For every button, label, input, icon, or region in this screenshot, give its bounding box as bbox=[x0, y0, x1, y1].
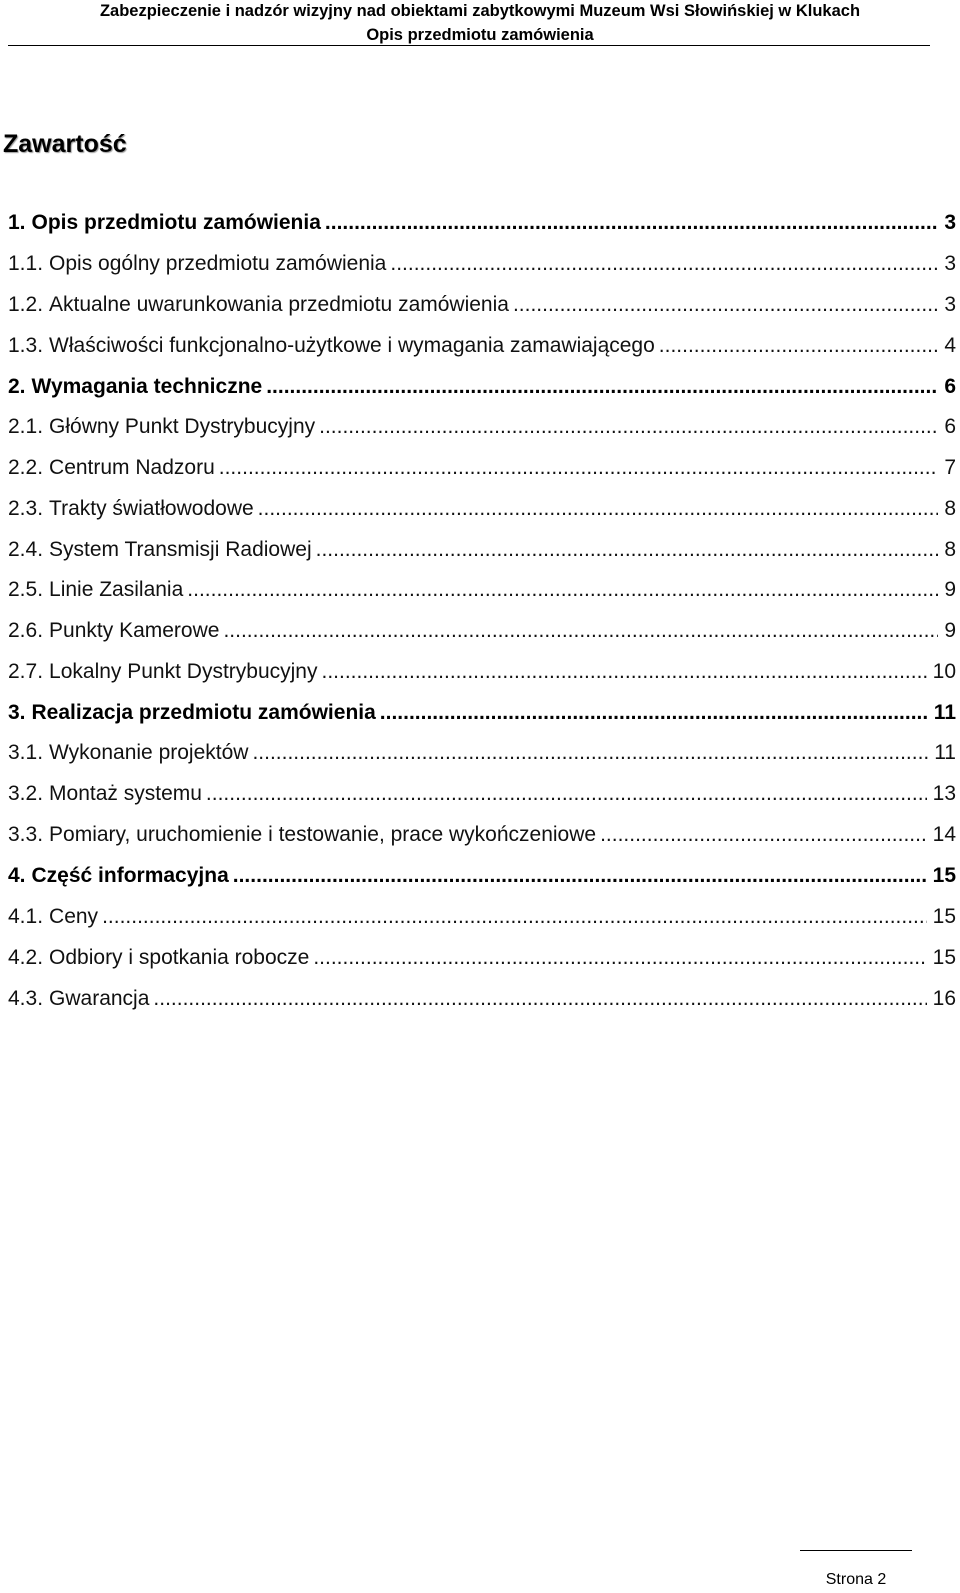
toc-entry-page: 9 bbox=[944, 578, 956, 601]
toc-entry-page: 15 bbox=[932, 864, 956, 887]
document-subtitle: Opis przedmiotu zamówienia bbox=[366, 26, 594, 44]
toc-entry-leader bbox=[313, 943, 926, 973]
toc-entry-leader bbox=[258, 494, 939, 524]
toc-entry-number: 2.1. bbox=[8, 415, 44, 438]
toc-entry-number: 2.3. bbox=[8, 497, 44, 520]
toc-entry[interactable] bbox=[8, 575, 956, 605]
toc-entry-page: 13 bbox=[932, 782, 956, 805]
toc-entry-leader bbox=[600, 820, 927, 850]
toc-entry-title: Ceny bbox=[49, 905, 99, 928]
toc-entry-title: Odbiory i spotkania robocze bbox=[49, 946, 310, 969]
toc-entry-title: Aktualne uwarunkowania przedmiotu zamówienia bbox=[49, 293, 509, 316]
toc-entry[interactable] bbox=[8, 208, 956, 238]
toc-entry-page: 15 bbox=[932, 946, 956, 969]
toc-entry-leader bbox=[102, 902, 927, 932]
toc-entry[interactable] bbox=[8, 290, 956, 320]
toc-entry[interactable] bbox=[8, 943, 956, 973]
toc-entry[interactable] bbox=[8, 616, 956, 646]
toc-entry-leader bbox=[390, 249, 938, 279]
toc-entry-leader bbox=[380, 698, 928, 728]
toc-heading: Zawartość bbox=[3, 130, 127, 158]
toc-entry-leader bbox=[233, 861, 927, 891]
toc-entry-number: 1. bbox=[8, 211, 26, 234]
toc-entry[interactable] bbox=[8, 494, 956, 524]
document-title: Zabezpieczenie i nadzór wizyjny nad obiektami zabytkowymi Muzeum Wsi Słowińskiej w Klukach bbox=[99, 2, 861, 20]
toc-entry[interactable] bbox=[8, 453, 956, 483]
toc-entry-number: 1.2. bbox=[8, 293, 44, 316]
toc-entry-page: 15 bbox=[932, 905, 956, 928]
toc-entry[interactable] bbox=[8, 820, 956, 850]
toc-entry-leader bbox=[252, 738, 928, 768]
toc-entry-title: Główny Punkt Dystrybucyjny bbox=[49, 415, 316, 438]
toc-entry-leader bbox=[513, 290, 938, 320]
toc-entry-number: 4.3. bbox=[8, 987, 44, 1010]
toc-entry-number: 4. bbox=[8, 864, 26, 887]
toc-entry-number: 2.2. bbox=[8, 456, 44, 479]
toc-entry[interactable] bbox=[8, 331, 956, 361]
toc-entry[interactable] bbox=[8, 535, 956, 565]
footer-divider bbox=[800, 1550, 912, 1551]
toc-entry-title: Część informacyjna bbox=[31, 864, 229, 887]
toc-entry-page: 8 bbox=[944, 497, 956, 520]
toc-entry-leader bbox=[223, 616, 938, 646]
toc-entry[interactable] bbox=[8, 861, 956, 891]
toc-entry-page: 16 bbox=[932, 987, 956, 1010]
toc-entry-title: Pomiary, uruchomienie i testowanie, prace wykończeniowe bbox=[49, 823, 597, 846]
toc-entry-leader bbox=[187, 575, 938, 605]
toc-entry-page: 6 bbox=[944, 375, 956, 398]
toc-entry-page: 3 bbox=[944, 293, 956, 316]
toc-entry-leader bbox=[219, 453, 939, 483]
toc-entry-title: Właściwości funkcjonalno-użytkowe i wymagania zamawiającego bbox=[49, 334, 655, 357]
toc-entry-number: 1.1. bbox=[8, 252, 44, 275]
toc-entry[interactable] bbox=[8, 657, 956, 687]
page-number: Strona 2 bbox=[825, 1571, 887, 1588]
toc-entry[interactable] bbox=[8, 779, 956, 809]
toc-entry-leader bbox=[153, 984, 926, 1014]
toc-entry-title: Wymagania techniczne bbox=[31, 375, 263, 398]
toc-entry-page: 3 bbox=[944, 211, 956, 234]
toc-entry[interactable] bbox=[8, 984, 956, 1014]
toc-entry-page: 8 bbox=[944, 538, 956, 561]
toc-entry-number: 2.7. bbox=[8, 660, 44, 683]
toc-entry[interactable] bbox=[8, 738, 956, 768]
toc-entry-page: 10 bbox=[932, 660, 956, 683]
toc-entry-title: Montaż systemu bbox=[49, 782, 202, 805]
toc-entry-title: System Transmisji Radiowej bbox=[49, 538, 312, 561]
toc-entry-title: Linie Zasilania bbox=[49, 578, 184, 601]
toc-entry-number: 2. bbox=[8, 375, 26, 398]
header-divider bbox=[8, 45, 930, 46]
toc-entry-number: 3. bbox=[8, 701, 26, 724]
toc-entry[interactable] bbox=[8, 372, 956, 402]
toc-entry[interactable] bbox=[8, 249, 956, 279]
toc-entry-leader bbox=[659, 331, 939, 361]
toc-entry-number: 4.2. bbox=[8, 946, 44, 969]
toc-entry-page: 4 bbox=[944, 334, 956, 357]
toc-entry-number: 3.2. bbox=[8, 782, 44, 805]
toc-entry-title: Lokalny Punkt Dystrybucyjny bbox=[49, 660, 318, 683]
toc-entry-page: 7 bbox=[944, 456, 956, 479]
toc-entry-number: 3.3. bbox=[8, 823, 44, 846]
toc-entry-leader bbox=[325, 208, 938, 238]
toc-entry-page: 3 bbox=[944, 252, 956, 275]
toc-entry-page: 14 bbox=[932, 823, 956, 846]
toc-entry-title: Wykonanie projektów bbox=[49, 741, 249, 764]
toc-entry-number: 2.6. bbox=[8, 619, 44, 642]
toc-entry-leader bbox=[206, 779, 927, 809]
toc-entry-leader bbox=[321, 657, 926, 687]
toc-entry[interactable] bbox=[8, 698, 956, 728]
toc-entry-page: 6 bbox=[944, 415, 956, 438]
toc-entry-title: Punkty Kamerowe bbox=[49, 619, 220, 642]
toc-entry-title: Gwarancja bbox=[49, 987, 150, 1010]
toc-entry-number: 4.1. bbox=[8, 905, 44, 928]
toc-entry-number: 2.5. bbox=[8, 578, 44, 601]
toc-entry[interactable] bbox=[8, 412, 956, 442]
toc-entry-number: 1.3. bbox=[8, 334, 44, 357]
toc-entry[interactable] bbox=[8, 902, 956, 932]
toc-entry-title: Realizacja przedmiotu zamówienia bbox=[31, 701, 376, 724]
toc-entry-number: 3.1. bbox=[8, 741, 44, 764]
toc-entry-page: 9 bbox=[944, 619, 956, 642]
toc-entry-title: Opis ogólny przedmiotu zamówienia bbox=[49, 252, 387, 275]
toc-entry-number: 2.4. bbox=[8, 538, 44, 561]
toc-entry-title: Trakty światłowodowe bbox=[49, 497, 254, 520]
toc-entry-title: Centrum Nadzoru bbox=[49, 456, 215, 479]
toc-entry-page: 11 bbox=[933, 701, 956, 724]
toc-entry-leader bbox=[316, 535, 939, 565]
toc-entry-title: Opis przedmiotu zamówienia bbox=[31, 211, 321, 234]
toc-entry-page: 11 bbox=[934, 741, 956, 764]
toc-entry-leader bbox=[319, 412, 938, 442]
toc-entry-leader bbox=[266, 372, 938, 402]
